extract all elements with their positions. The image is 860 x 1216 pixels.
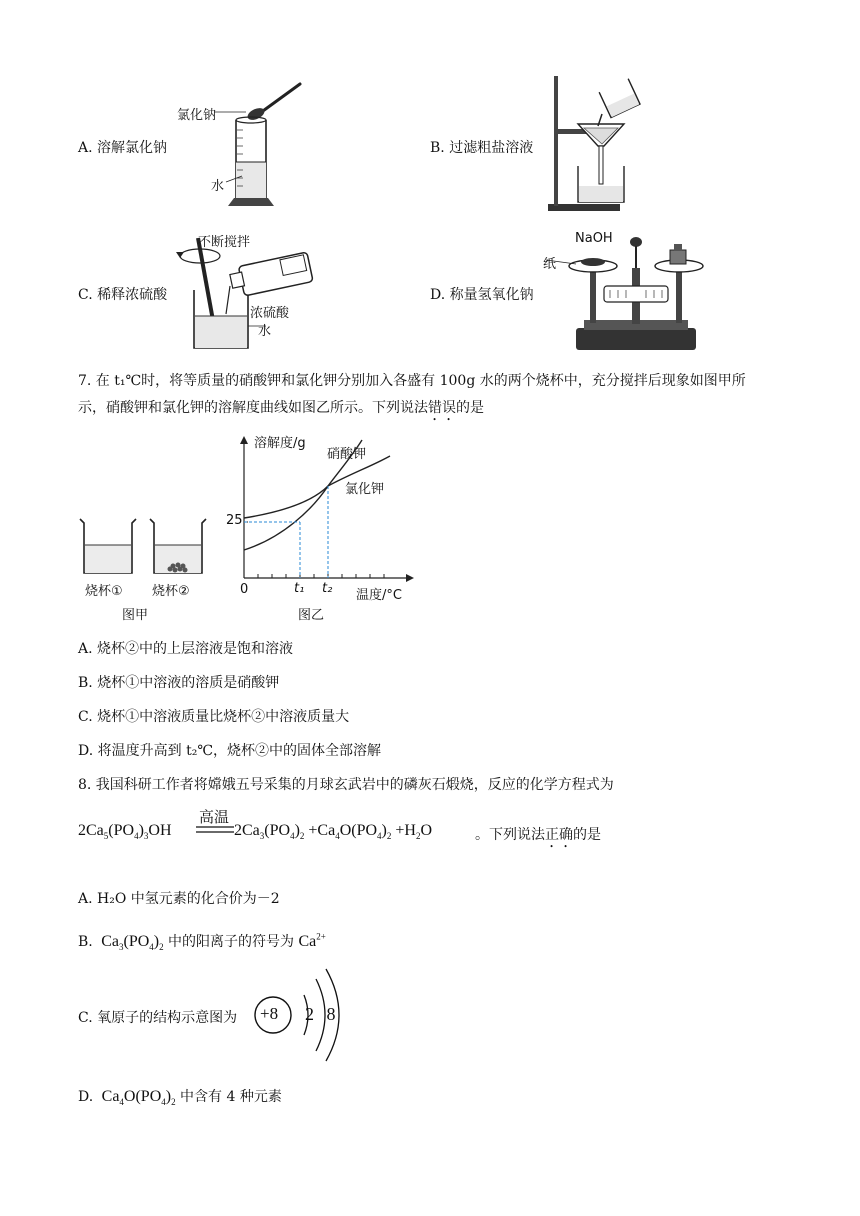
figure-yi-solubility-chart (222, 430, 422, 600)
equals-sign (196, 826, 234, 834)
q7-stem-emphasis: 错误 (428, 400, 456, 416)
fig-jia-beaker1-label: 烧杯① (85, 584, 123, 599)
fig-yi-origin: 0 (240, 582, 249, 597)
q8-stem-end: 的是 (573, 827, 601, 843)
fig-yi-t2: t₂ (322, 581, 333, 596)
fig-yi-xlabel: 温度/°C (356, 588, 402, 603)
fig-yi-ytick-25: 25 (226, 513, 243, 528)
nucleus-charge: +8 (260, 1004, 279, 1023)
fig-yi-curve-kno3-label: 硝酸钾 (327, 447, 367, 462)
q8-option-b-letter: B. (78, 934, 93, 950)
q6-option-d[interactable]: D. 称量氢氧化钠 (430, 287, 534, 303)
q6-option-c[interactable]: C. 稀释浓硫酸 (78, 287, 168, 303)
q7-stem-line2 (78, 397, 484, 424)
q8-option-d[interactable] (78, 1086, 282, 1107)
fig-d-label-paper: 纸 (543, 257, 557, 272)
figure-jia-beakers (76, 515, 221, 580)
q8-option-b-ion: $Ca^{2+}$ (298, 931, 326, 950)
q8-stem-emphasis: 正确 (545, 827, 573, 843)
q8-option-b-text: 中的阳离子的符号为 (168, 934, 295, 950)
q6-option-a[interactable]: A. 溶解氯化钠 (78, 140, 168, 156)
figure-d-balance (540, 228, 720, 356)
q7-option-b[interactable]: B. 烧杯①中溶液的溶质是硝酸钾 (78, 675, 280, 691)
fig-c-label-water: 水 (258, 324, 272, 339)
q7-stem-line2-pre: 示，硝酸钾和氯化钾的溶解度曲线如图乙所示。下列说法 (78, 400, 428, 416)
q6-option-b[interactable]: B. 过滤粗盐溶液 (430, 140, 534, 156)
q8-option-d-text: 中含有 4 种元素 (180, 1089, 282, 1105)
fig-c-label-acid: 浓硫酸 (250, 306, 290, 321)
fig-yi-ylabel: 溶解度/g (254, 436, 306, 451)
fig-yi-caption: 图乙 (298, 608, 325, 623)
electron-counts: 2 8 (305, 1004, 340, 1024)
q8-option-d-formula: $Ca_4O(PO_4)_2$ (97, 1088, 176, 1108)
q8-option-d-letter: D. (78, 1089, 94, 1105)
q8-reaction-condition: 高温 (199, 808, 230, 826)
fig-a-label-salt: 氯化钠 (177, 108, 217, 123)
fig-yi-curve-kcl-label: 氯化钾 (345, 482, 385, 497)
fig-yi-t1: t₁ (294, 581, 305, 596)
q8-stem-line1: 8. 我国科研工作者将嫦娥五号采集的月球玄武岩中的磷灰石煅烧，反应的化学方程式为 (78, 777, 614, 793)
q8-stem-line2 (475, 824, 601, 851)
figure-a-cylinder (170, 78, 310, 213)
q8-option-a[interactable]: A. H₂O 中氢元素的化合价为－2 (78, 891, 280, 907)
fig-d-label-naoh: NaOH (575, 231, 613, 246)
q7-option-d[interactable]: D. 将温度升高到 t₂℃，烧杯②中的固体全部溶解 (78, 743, 381, 759)
q7-stem-line2-post: 的是 (456, 400, 484, 416)
fig-jia-caption: 图甲 (122, 608, 149, 623)
fig-c-label-stir: 不断搅拌 (198, 235, 251, 250)
q7-option-a[interactable]: A. 烧杯②中的上层溶液是饱和溶液 (78, 641, 294, 657)
q7-option-c[interactable]: C. 烧杯①中溶液质量比烧杯②中溶液质量大 (78, 709, 350, 725)
q8-equation-products: $2Ca_3(PO_4)_2 +Ca_4O(PO_4)_2 +H_2O$ (234, 822, 432, 842)
q8-option-b-formula: $Ca_3(PO_4)_2$ (97, 933, 164, 953)
q8-option-b[interactable] (78, 931, 326, 952)
fig-a-label-water: 水 (211, 179, 225, 194)
q8-option-c[interactable]: C. 氧原子的结构示意图为 (78, 1010, 238, 1026)
q7-stem-line1: 7. 在 t₁℃时，将等质量的硝酸钾和氯化钾分别加入各盛有 100g 水的两个烧杯中，充分搅拌后现象如图甲所 (78, 373, 746, 389)
figure-b-filtration (540, 74, 650, 214)
q8-chemical-equation: $2Ca_5(PO_4)_3OH$ (78, 822, 172, 842)
fig-jia-beaker2-label: 烧杯② (152, 584, 190, 599)
q8-stem-post: 。下列说法 (475, 827, 545, 843)
figure-c-dilution (170, 230, 340, 355)
